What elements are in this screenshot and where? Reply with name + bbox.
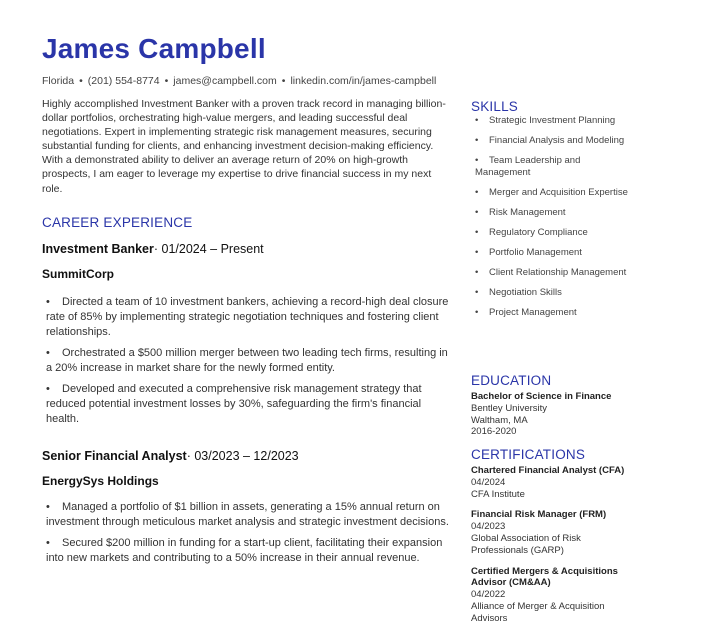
certification-name: Chartered Financial Analyst (CFA) [471, 465, 625, 476]
skills-list [475, 115, 635, 327]
contact-location: Florida [42, 75, 75, 87]
education-location: Waltham, MA [471, 414, 528, 426]
list-item: • Merger and Acquisition Expertise [475, 187, 628, 198]
job-bullets-1 [46, 295, 454, 433]
job-role: Investment Banker [42, 242, 154, 256]
bullet-dot: • [46, 383, 50, 395]
contact-separator: • [164, 75, 169, 87]
job-company-1: SummitCorp [42, 267, 114, 281]
contact-line [42, 75, 436, 87]
list-item: • Strategic Investment Planning [475, 115, 616, 126]
education-school: Bentley University [471, 402, 548, 414]
certification-issuer: Global Association of Risk Professionals (GARP) [471, 532, 581, 556]
education-degree: Bachelor of Science in Finance [471, 391, 612, 402]
list-item: • Developed and executed a comprehensive risk management strategy that reduced potential investment losses by 30%, safeguarding the firm's financial health. [46, 383, 422, 425]
contact-separator: • [281, 75, 286, 87]
certification-name: Certified Mergers & Acquisitions Advisor (CM&AA) [471, 565, 618, 589]
job-bullets-2 [46, 500, 454, 572]
education-years: 2016-2020 [471, 426, 517, 438]
list-item: • Negotiation Skills [475, 287, 562, 298]
job-dates: · 03/2023 – 12/2023 [186, 449, 299, 463]
job-title-1 [42, 242, 264, 256]
job-dates: · 01/2024 – Present [153, 242, 264, 256]
list-item: • Team Leadership and Management [475, 155, 581, 178]
list-item: • Regulatory Compliance [475, 227, 588, 238]
contact-email[interactable]: james@campbell.com [173, 75, 277, 87]
certifications-section-title: CERTIFICATIONS [471, 447, 586, 462]
contact-separator: • [79, 75, 83, 87]
bullet-dot: • [46, 347, 50, 359]
skills-section-title: SKILLS [471, 99, 518, 114]
certification-issuer: CFA Institute [471, 488, 525, 500]
candidate-name: James Campbell [42, 33, 266, 64]
professional-summary: Highly accomplished Investment Banker with a proven track record in managing billion-dollar portfolios, orchestrating high-value mergers, and leading successful deal negotiations. Expert in implementing strategic risk management measures, securing substantial funding for clients, and enhancing investment decision-making efficiency. With a demonstrated ability to deliver an average return of 20% on high-growth prospects, I am eager to leverage my expertise to drive financial success in my next role. [42, 98, 446, 195]
bullet-dot: • [46, 296, 50, 308]
list-item: • Financial Analysis and Modeling [475, 135, 625, 146]
certification-date: 04/2024 [471, 476, 506, 488]
bullet-dot: • [46, 537, 50, 549]
bullet-dot: • [46, 501, 50, 513]
list-item: • Managed a portfolio of $1 billion in assets, generating a 15% annual return on investment through meticulous market analysis and strategic investment decisions. [46, 501, 449, 528]
list-item: • Directed a team of 10 investment bankers, achieving a record-high deal closure rate of 85% by implementing strategic negotiation techniques and fostering client relationships. [46, 296, 449, 338]
contact-linkedin[interactable]: linkedin.com/in/james-campbell [290, 75, 437, 87]
experience-section-title: CAREER EXPERIENCE [42, 215, 193, 230]
education-entry [471, 391, 631, 438]
certification-date: 04/2023 [471, 521, 506, 533]
list-item: • Project Management [475, 307, 577, 318]
job-title-2 [42, 449, 299, 463]
certifications-list [471, 465, 631, 634]
certification-date: 04/2022 [471, 589, 506, 601]
certification-item [471, 566, 631, 625]
education-section-title: EDUCATION [471, 373, 552, 388]
list-item: • Portfolio Management [475, 247, 582, 258]
certification-name: Financial Risk Manager (FRM) [471, 509, 607, 521]
list-item: • Client Relationship Management [475, 267, 627, 278]
contact-phone: (201) 554-8774 [87, 75, 160, 87]
list-item: • Risk Management [475, 207, 566, 218]
list-item: • Orchestrated a $500 million merger between two leading tech firms, resulting in a 20% increase in market share for the newly formed entity. [46, 347, 448, 374]
job-role: Senior Financial Analyst [42, 449, 187, 463]
certification-issuer: Alliance of Merger & Acquisition Advisors [471, 600, 605, 624]
certification-item [471, 465, 631, 500]
job-company-2: EnergySys Holdings [42, 474, 159, 488]
list-item: • Secured $200 million in funding for a start-up client, facilitating their expansion into new markets and contributing to a 50% increase in their annual revenue. [46, 537, 443, 564]
certification-item [471, 509, 631, 556]
